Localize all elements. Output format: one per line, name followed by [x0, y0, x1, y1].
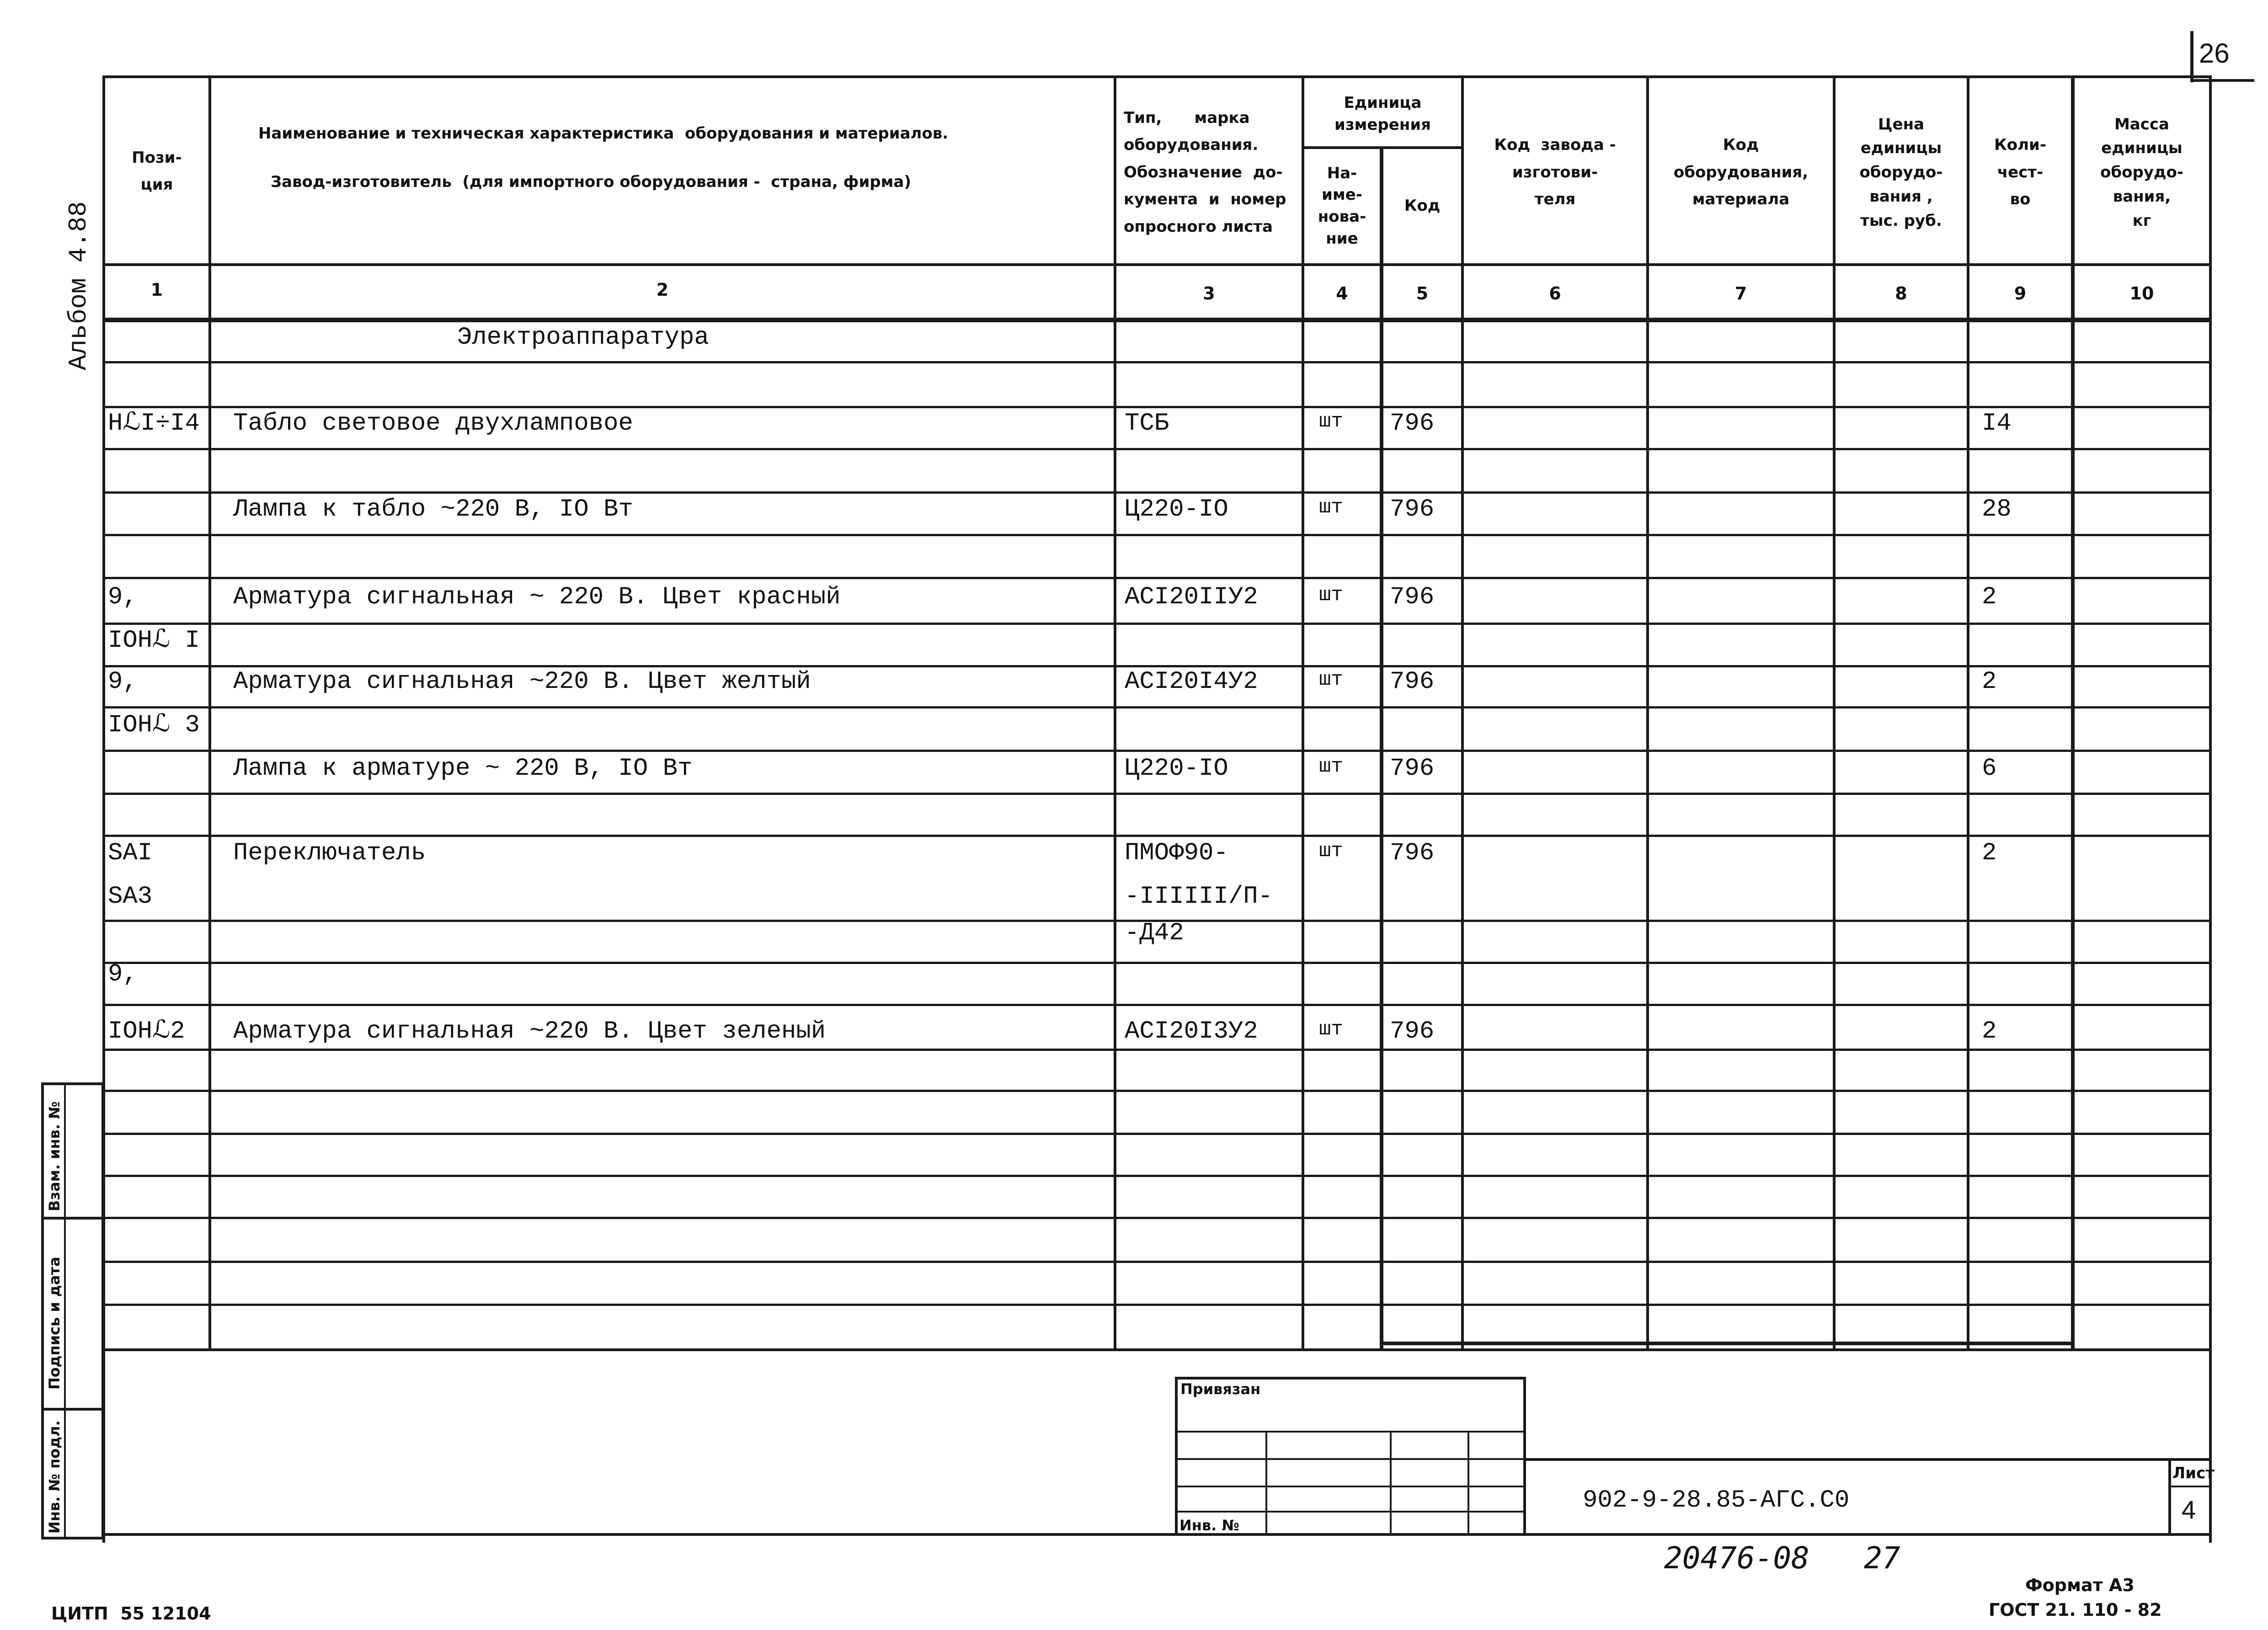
title-block-col-2 — [1390, 1431, 1392, 1536]
title-block-inv-no: Инв. № — [1179, 1517, 1239, 1534]
footer-gost: ГОСТ 21. 110 - 82 — [1989, 1600, 2162, 1620]
header-name-line1: Наименование и техническая характеристика оборудования и материалов. — [258, 124, 949, 143]
col-divider-2 — [1114, 75, 1116, 1351]
colnum-5: 5 — [1416, 283, 1429, 304]
row-quantity: 2 — [1982, 1017, 1997, 1045]
row-position: 9, — [108, 668, 138, 696]
row-position: 9, — [108, 583, 138, 611]
row-line — [102, 750, 2212, 752]
side-stamp-podpis: Подпись и дата — [46, 1257, 63, 1390]
side-stamp-inner — [64, 1082, 66, 1539]
header-unit-group: Единица измерения — [1334, 94, 1431, 134]
row-name: Арматура сигнальная ~220 В. Цвет желтый — [233, 668, 811, 696]
row-quantity: 2 — [1982, 583, 1997, 611]
row-line — [102, 1261, 2212, 1263]
header-unit-price: Цена единицы оборудо- вания , тыс. руб. — [1859, 115, 1943, 230]
row-unit-code: 796 — [1390, 583, 1435, 611]
page-number-box-left — [2190, 31, 2193, 82]
row-line — [102, 1049, 2212, 1051]
row-unit: шт — [1319, 755, 1343, 778]
col-divider-7 — [1833, 75, 1836, 1351]
header-bottom-line — [102, 263, 2212, 266]
row-quantity: I4 — [1982, 410, 2012, 437]
col-divider-5 — [1461, 75, 1464, 1351]
header-unit-mass: Масса единицы оборудо- вания, кг — [2100, 115, 2183, 230]
body-bottom-thick — [1380, 1342, 2075, 1345]
row-type: АСI20I3У2 — [1125, 1017, 1258, 1045]
row-position: HℒI÷I4 — [108, 410, 200, 437]
sheet-label: Лист — [2172, 1464, 2215, 1482]
row-type: АСI20I4У2 — [1125, 668, 1258, 696]
doc-code-top — [1525, 1458, 2210, 1461]
row-line — [102, 406, 2212, 408]
table-top-border — [102, 75, 2212, 78]
sheet-number: 4 — [2182, 1495, 2196, 1524]
row-type: -Д42 — [1125, 919, 1184, 947]
row-line — [102, 793, 2212, 795]
row-name: Лампа к табло ~220 В, IO Вт — [233, 495, 633, 523]
row-name: Арматура сигнальная ~220 В. Цвет зеленый — [233, 1017, 826, 1045]
row-type: ТСБ — [1125, 410, 1169, 437]
row-line — [102, 1304, 2212, 1306]
row-line — [102, 1004, 2212, 1006]
title-block-row-1 — [1175, 1431, 1525, 1433]
row-line — [102, 320, 2212, 322]
colnum-4: 4 — [1336, 283, 1348, 304]
row-unit-code: 796 — [1390, 839, 1435, 867]
row-position: SA3 — [108, 883, 153, 911]
row-unit: шт — [1319, 496, 1343, 519]
footer-left: ЦИТП 55 12104 — [51, 1603, 211, 1624]
row-position: IOHℒ I — [108, 627, 200, 655]
row-quantity: 2 — [1982, 839, 1997, 867]
side-stamp-sep-2 — [41, 1408, 104, 1411]
row-line — [102, 491, 2212, 494]
row-line — [102, 835, 2212, 837]
row-unit-code: 796 — [1390, 410, 1435, 437]
side-stamp-left — [41, 1082, 44, 1539]
header-position: Пози- ция — [132, 148, 182, 194]
row-line — [102, 706, 2212, 708]
row-unit-code: 796 — [1390, 1017, 1435, 1045]
table-body-end — [102, 1348, 2212, 1351]
header-quantity: Коли- чест- во — [1994, 136, 2046, 209]
row-unit-code: 796 — [1390, 755, 1435, 783]
col-divider-4 — [1380, 146, 1383, 1351]
row-position: IOHℒ 3 — [108, 711, 200, 739]
side-stamp-right — [101, 1082, 104, 1539]
row-position: 9, — [108, 960, 138, 988]
row-line — [102, 665, 2212, 667]
row-name: Табло световое двухламповое — [233, 410, 633, 437]
row-name: Электроаппаратура — [457, 324, 709, 352]
header-unit-name: На- име- нова- ние — [1318, 164, 1366, 248]
row-name: Арматура сигнальная ~ 220 В. Цвет красный — [233, 583, 841, 611]
header-name-line2: Завод-изготовитель (для импортного оборудования - страна, фирма) — [271, 173, 911, 191]
row-line — [102, 1090, 2212, 1092]
colnum-6: 6 — [1549, 283, 1561, 304]
side-stamp-inv-podl: Инв. № подл. — [46, 1420, 63, 1534]
row-type: ПМОФ90- — [1125, 839, 1228, 867]
row-type: Ц220-IO — [1125, 755, 1228, 783]
doc-code: 902-9-28.85-АГС.С0 — [1583, 1486, 1850, 1514]
row-line — [102, 577, 2212, 579]
row-unit-code: 796 — [1390, 495, 1435, 523]
col-divider-6 — [1646, 75, 1649, 1351]
col-divider-8 — [1967, 75, 1969, 1351]
colnum-10: 10 — [2129, 283, 2154, 304]
header-unit-code: Код — [1404, 197, 1441, 215]
row-line — [102, 1217, 2212, 1219]
row-position: IOHℒ2 — [108, 1017, 185, 1045]
side-stamp-top — [41, 1082, 104, 1085]
colnum-1: 1 — [150, 280, 163, 300]
title-block-row-4 — [1175, 1511, 1525, 1513]
row-quantity: 28 — [1982, 495, 2012, 523]
row-line — [102, 361, 2212, 363]
sheet-cell-left — [2168, 1458, 2171, 1536]
title-block-privyazan: Привязан — [1180, 1380, 1261, 1398]
title-block-col-3 — [1468, 1431, 1469, 1536]
title-block-col-1 — [1265, 1431, 1267, 1536]
table-bottom-border — [102, 1533, 2212, 1536]
colnum-9: 9 — [2014, 283, 2027, 304]
col-divider-1 — [208, 75, 211, 1351]
row-line — [102, 448, 2212, 450]
colnum-8: 8 — [1895, 283, 1907, 304]
row-type: Ц220-IO — [1125, 495, 1228, 523]
row-unit: шт — [1319, 584, 1343, 607]
colnum-7: 7 — [1734, 283, 1747, 304]
page-number-box-bottom — [2190, 79, 2254, 82]
page-number: 26 — [2199, 38, 2230, 69]
archive-number: 20476-08 27 — [1664, 1540, 1900, 1576]
album-label: Альбом 4.88 — [64, 201, 93, 370]
col-divider-9 — [2071, 75, 2075, 1351]
colnum-3: 3 — [1203, 283, 1215, 304]
footer-format: Формат А3 — [2025, 1575, 2135, 1595]
row-name: Переключатель — [233, 839, 426, 867]
title-block-top — [1175, 1377, 1525, 1380]
row-line — [102, 534, 2212, 536]
row-unit: шт — [1319, 410, 1343, 433]
title-block-row-2 — [1175, 1458, 1525, 1460]
row-unit-code: 796 — [1390, 668, 1435, 696]
row-line — [102, 962, 2212, 964]
side-stamp-vzam: Взам. инв. № — [46, 1101, 63, 1211]
header-type: Тип, марка оборудования. Обозначение до- кумента и номер опросного листа — [1124, 108, 1286, 236]
row-name: Лампа к арматуре ~ 220 В, IO Вт — [233, 755, 693, 783]
row-type: АСI20IIУ2 — [1125, 583, 1258, 611]
row-unit: шт — [1319, 1018, 1343, 1041]
row-quantity: 6 — [1982, 755, 1997, 783]
row-unit: шт — [1319, 668, 1343, 691]
table-right-border — [2209, 75, 2212, 1543]
row-line — [102, 1133, 2212, 1135]
sheet-cell-sep — [2168, 1486, 2210, 1487]
row-line — [102, 1175, 2212, 1177]
colnum-2: 2 — [656, 280, 669, 300]
row-position: SAI — [108, 839, 153, 867]
col-divider-3 — [1302, 75, 1304, 1351]
header-factory-code: Код завода - изготови- теля — [1494, 136, 1616, 209]
row-line — [102, 623, 2212, 625]
row-unit: шт — [1319, 840, 1343, 863]
row-type: -IIIIII/П- — [1125, 883, 1273, 911]
title-block-row-3 — [1175, 1486, 1525, 1487]
row-quantity: 2 — [1982, 668, 1997, 696]
side-stamp-sep-1 — [41, 1217, 104, 1220]
header-equipment-code: Код оборудования, материала — [1673, 136, 1809, 209]
side-stamp-bottom — [41, 1537, 104, 1539]
